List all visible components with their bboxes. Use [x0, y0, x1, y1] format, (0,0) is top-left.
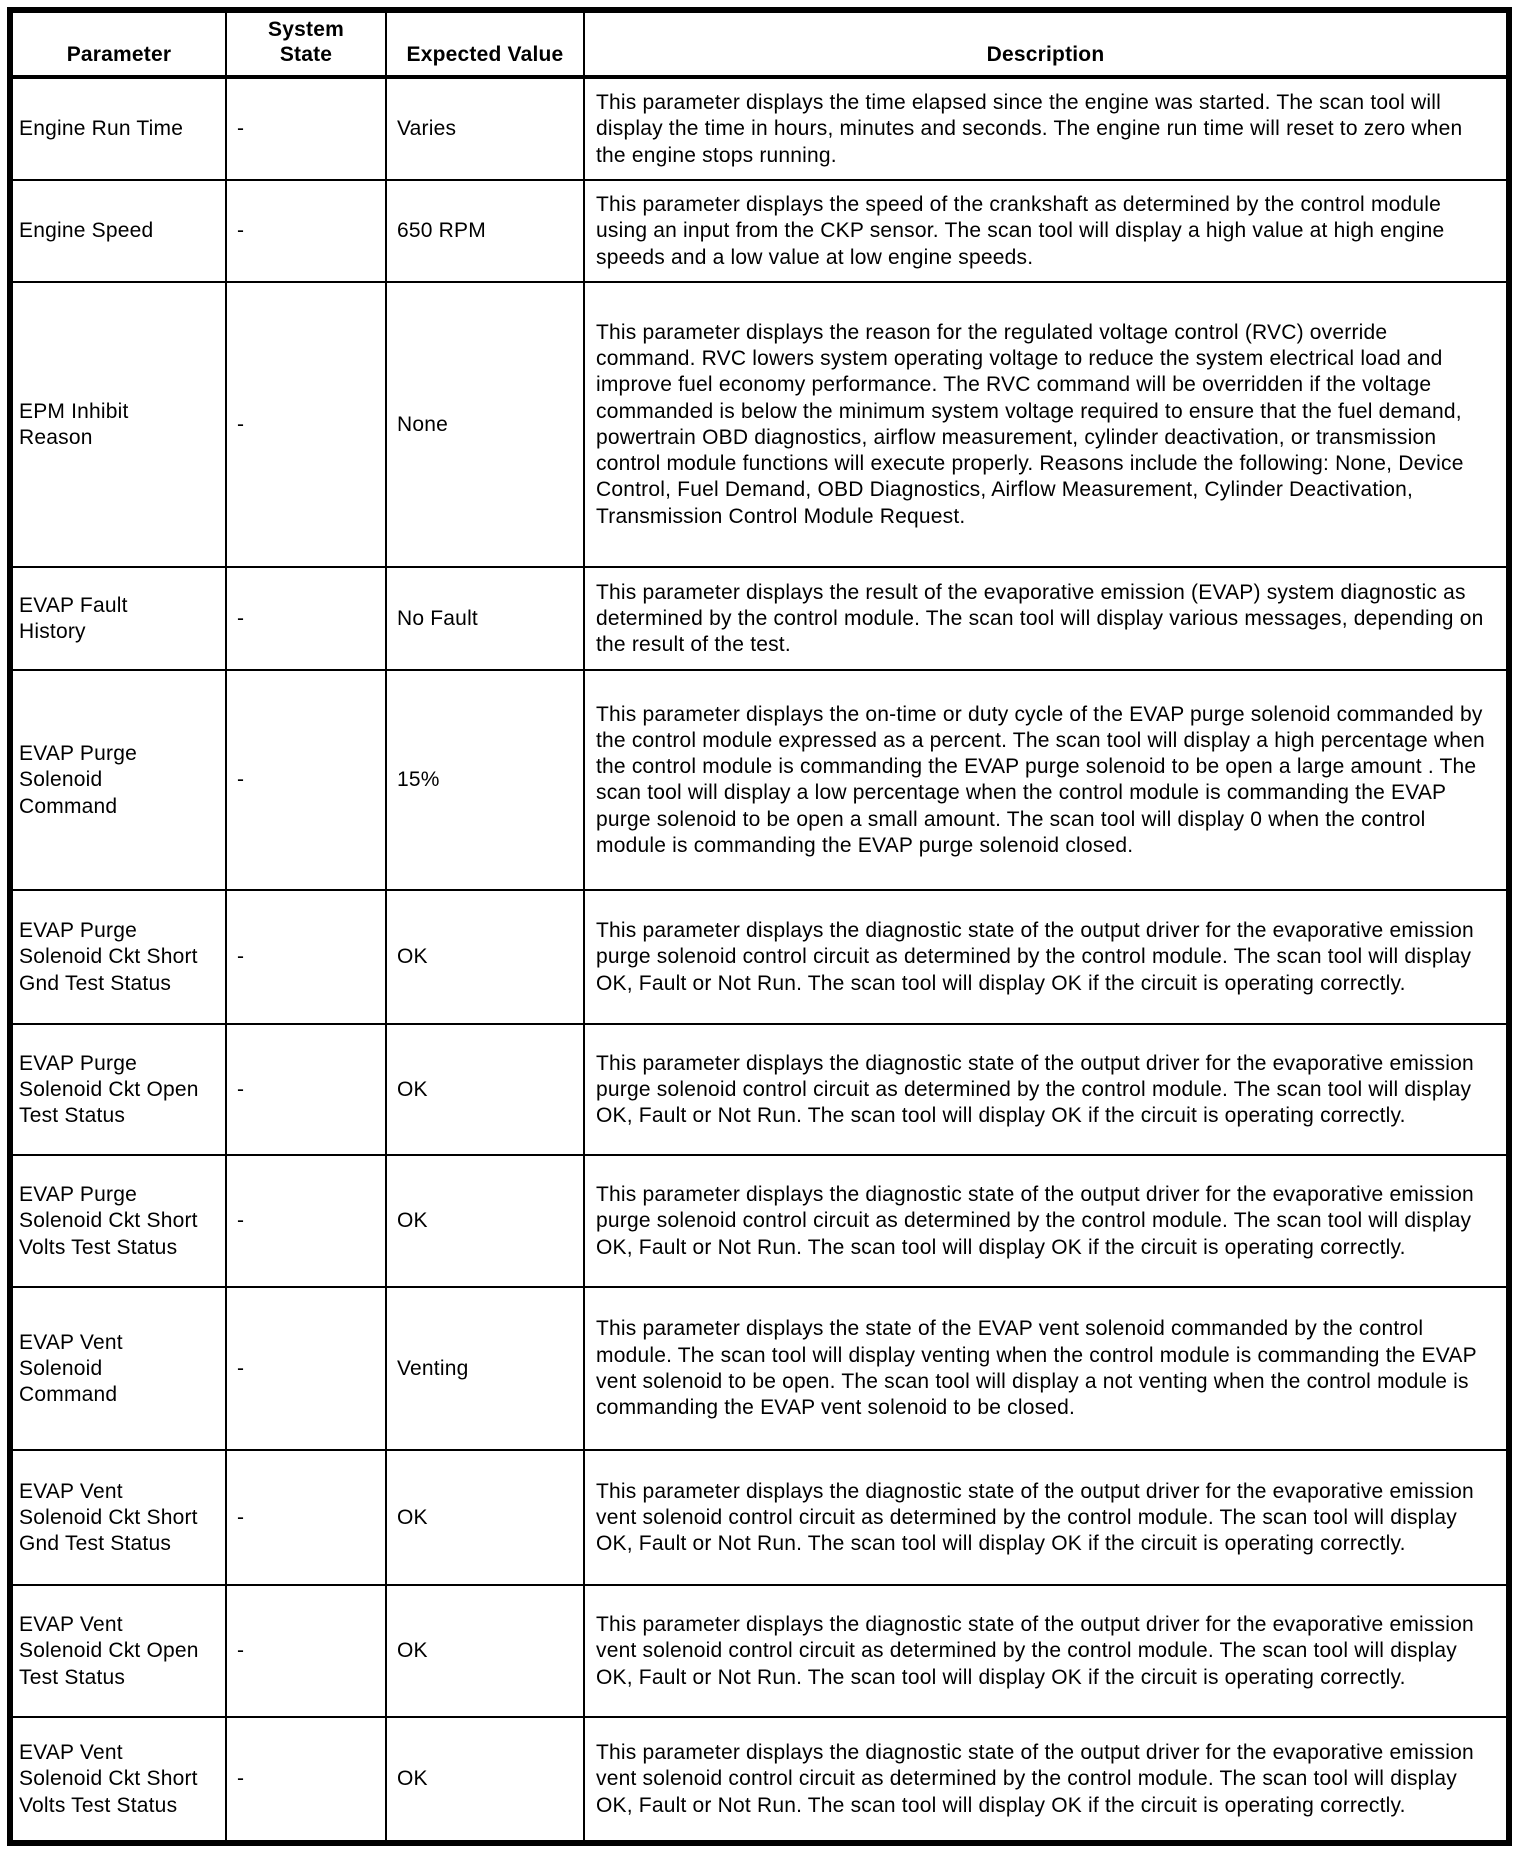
parameter-cell: EVAP Purge Solenoid Command: [10, 670, 226, 890]
expected-value-cell: OK: [386, 1450, 584, 1585]
table-row: [10, 1717, 1509, 1843]
scan-tool-parameter-table: [7, 7, 1512, 1846]
description-cell: This parameter displays the diagnostic state of the output driver for the evaporative emission purge solenoid control circuit as determined by the control module. The scan tool will display OK, Fault or Not Run. The scan tool will display OK if the circuit is operating correctly.: [584, 1024, 1509, 1155]
column-header-expected-value: Expected Value: [386, 10, 584, 77]
table-row: [10, 670, 1509, 890]
parameter-cell: EVAP Vent Solenoid Ckt Short Gnd Test Status: [10, 1450, 226, 1585]
parameter-cell: EVAP Vent Solenoid Ckt Open Test Status: [10, 1585, 226, 1717]
description-cell: This parameter displays the diagnostic state of the output driver for the evaporative emission purge solenoid control circuit as determined by the control module. The scan tool will display OK, Fault or Not Run. The scan tool will display OK if the circuit is operating correctly.: [584, 1155, 1509, 1287]
parameter-cell: EVAP Vent Solenoid Command: [10, 1287, 226, 1450]
description-cell: This parameter displays the diagnostic state of the output driver for the evaporative emission vent solenoid control circuit as determined by the control module. The scan tool will display OK, Fault or Not Run. The scan tool will display OK if the circuit is operating correctly.: [584, 1450, 1509, 1585]
system-state-cell: -: [226, 180, 386, 282]
expected-value-cell: OK: [386, 1024, 584, 1155]
description-cell: This parameter displays the state of the EVAP vent solenoid commanded by the control module. The scan tool will display venting when the control module is commanding the EVAP vent solenoid to be open. The scan tool will display a not venting when the control module is commanding the EVAP vent solenoid to be closed.: [584, 1287, 1509, 1450]
table-row: [10, 180, 1509, 282]
system-state-cell: -: [226, 1717, 386, 1843]
expected-value-cell: 650 RPM: [386, 180, 584, 282]
table-header: [10, 10, 1509, 77]
table-row: [10, 1155, 1509, 1287]
expected-value-cell: 15%: [386, 670, 584, 890]
parameter-cell: EPM Inhibit Reason: [10, 282, 226, 567]
system-state-cell: -: [226, 1024, 386, 1155]
system-state-cell: -: [226, 567, 386, 670]
table-row: [10, 1024, 1509, 1155]
system-state-cell: -: [226, 77, 386, 180]
description-cell: This parameter displays the time elapsed since the engine was started. The scan tool will display the time in hours, minutes and seconds. The engine run time will reset to zero when the engine stops running.: [584, 77, 1509, 180]
table-row: [10, 1585, 1509, 1717]
header-row: [10, 10, 1509, 77]
parameter-cell: EVAP Purge Solenoid Ckt Open Test Status: [10, 1024, 226, 1155]
expected-value-cell: OK: [386, 1717, 584, 1843]
description-cell: This parameter displays the on-time or duty cycle of the EVAP purge solenoid commanded by the control module expressed as a percent. The scan tool will display a high percentage when the control module is commanding the EVAP purge solenoid to be open a large amount . The scan tool will display a low percentage when the control module is commanding the EVAP purge solenoid to be open a small amount. The scan tool will display 0 when the control module is commanding the EVAP purge solenoid closed.: [584, 670, 1509, 890]
parameter-cell: Engine Speed: [10, 180, 226, 282]
parameter-cell: EVAP Vent Solenoid Ckt Short Volts Test Status: [10, 1717, 226, 1843]
expected-value-cell: OK: [386, 890, 584, 1024]
description-cell: This parameter displays the diagnostic state of the output driver for the evaporative emission vent solenoid control circuit as determined by the control module. The scan tool will display OK, Fault or Not Run. The scan tool will display OK if the circuit is operating correctly.: [584, 1717, 1509, 1843]
description-cell: This parameter displays the diagnostic state of the output driver for the evaporative emission purge solenoid control circuit as determined by the control module. The scan tool will display OK, Fault or Not Run. The scan tool will display OK if the circuit is operating correctly.: [584, 890, 1509, 1024]
table-body: [10, 77, 1509, 1843]
description-cell: This parameter displays the diagnostic state of the output driver for the evaporative emission vent solenoid control circuit as determined by the control module. The scan tool will display OK, Fault or Not Run. The scan tool will display OK if the circuit is operating correctly.: [584, 1585, 1509, 1717]
system-state-cell: -: [226, 1585, 386, 1717]
expected-value-cell: No Fault: [386, 567, 584, 670]
description-cell: This parameter displays the reason for the regulated voltage control (RVC) override command. RVC lowers system operating voltage to reduce the system electrical load and improve fuel economy performance. The RVC command will be overridden if the voltage commanded is below the minimum system voltage required to ensure that the fuel demand, powertrain OBD diagnostics, airflow measurement, cylinder deactivation, or transmission control module functions will execute properly. Reasons include the following: None, Device Control, Fuel Demand, OBD Diagnostics, Airflow Measurement, Cylinder Deactivation, Transmission Control Module Request.: [584, 282, 1509, 567]
expected-value-cell: Venting: [386, 1287, 584, 1450]
parameter-cell: Engine Run Time: [10, 77, 226, 180]
table-row: [10, 567, 1509, 670]
table-row: [10, 890, 1509, 1024]
system-state-cell: -: [226, 1287, 386, 1450]
column-header-system-state-label: System State: [268, 18, 344, 67]
description-cell: This parameter displays the result of the evaporative emission (EVAP) system diagnostic as determined by the control module. The scan tool will display various messages, depending on the result of the test.: [584, 567, 1509, 670]
column-header-description: Description: [584, 10, 1509, 77]
column-header-parameter: Parameter: [10, 10, 226, 77]
table-row: [10, 1450, 1509, 1585]
parameter-cell: EVAP Purge Solenoid Ckt Short Gnd Test Status: [10, 890, 226, 1024]
table-row: [10, 1287, 1509, 1450]
system-state-cell: -: [226, 670, 386, 890]
expected-value-cell: OK: [386, 1155, 584, 1287]
column-header-system-state: [226, 10, 386, 77]
description-cell: This parameter displays the speed of the crankshaft as determined by the control module using an input from the CKP sensor. The scan tool will display a high value at high engine speeds and a low value at low engine speeds.: [584, 180, 1509, 282]
system-state-cell: -: [226, 282, 386, 567]
table-row: [10, 77, 1509, 180]
system-state-cell: -: [226, 1450, 386, 1585]
system-state-cell: -: [226, 1155, 386, 1287]
table-row: [10, 282, 1509, 567]
parameter-cell: EVAP Purge Solenoid Ckt Short Volts Test Status: [10, 1155, 226, 1287]
system-state-cell: -: [226, 890, 386, 1024]
expected-value-cell: None: [386, 282, 584, 567]
parameter-cell: EVAP Fault History: [10, 567, 226, 670]
expected-value-cell: Varies: [386, 77, 584, 180]
expected-value-cell: OK: [386, 1585, 584, 1717]
